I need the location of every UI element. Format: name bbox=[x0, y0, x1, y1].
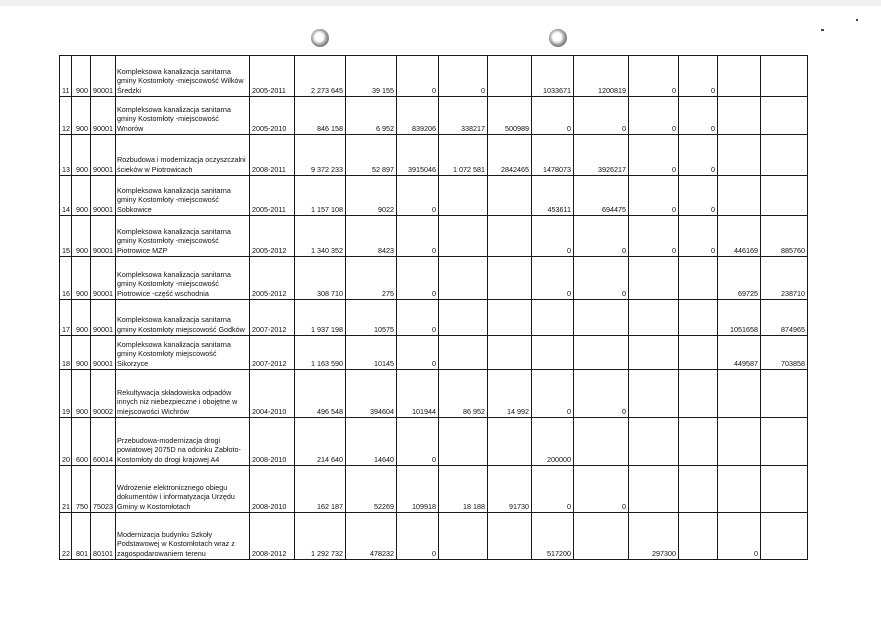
cell-rozdzial: 90001 bbox=[91, 97, 116, 135]
cell-rozdzial: 90001 bbox=[91, 216, 116, 257]
cell-c6 bbox=[532, 336, 574, 370]
punch-hole-left bbox=[311, 29, 329, 47]
cell-c9 bbox=[679, 513, 718, 560]
cell-nazwa: Modernizacja budynku Szkoły Podstawowej w Kostomłotach wraz z zagospodarowaniem terenu bbox=[116, 513, 250, 560]
cell-c4 bbox=[439, 257, 488, 300]
cell-c2: 9022 bbox=[346, 176, 397, 216]
cell-c5: 500989 bbox=[488, 97, 532, 135]
cell-c7: 3926217 bbox=[574, 135, 629, 176]
cell-lp: 11 bbox=[60, 56, 72, 97]
table-row bbox=[60, 418, 808, 466]
cell-c3: 0 bbox=[397, 336, 439, 370]
cell-nazwa: Kompleksowa kanalizacja sanitarna gminy Kostomłoty miejscowość Sikorzyce bbox=[116, 336, 250, 370]
cell-c1: 162 187 bbox=[295, 466, 346, 513]
cell-c3: 0 bbox=[397, 513, 439, 560]
cell-c2: 10145 bbox=[346, 336, 397, 370]
cell-c9: 0 bbox=[679, 176, 718, 216]
cell-c10 bbox=[718, 466, 761, 513]
cell-c2: 394604 bbox=[346, 370, 397, 418]
scan-speck bbox=[821, 29, 824, 31]
cell-c10: 0 bbox=[718, 513, 761, 560]
cell-c9 bbox=[679, 418, 718, 466]
cell-c2: 8423 bbox=[346, 216, 397, 257]
cell-c1: 9 372 233 bbox=[295, 135, 346, 176]
cell-nazwa: Kompleksowa kanalizacja sanitarna gminy Kostomłoty -miejscowość Piotrowice -część wschodnia bbox=[116, 257, 250, 300]
cell-c5 bbox=[488, 257, 532, 300]
cell-c5 bbox=[488, 216, 532, 257]
cell-c1: 1 157 108 bbox=[295, 176, 346, 216]
cell-c3: 109918 bbox=[397, 466, 439, 513]
cell-lp: 18 bbox=[60, 336, 72, 370]
cell-c3: 0 bbox=[397, 257, 439, 300]
cell-c11 bbox=[761, 513, 808, 560]
cell-c1: 1 937 198 bbox=[295, 300, 346, 336]
cell-rozdzial: 80101 bbox=[91, 513, 116, 560]
cell-c6 bbox=[532, 300, 574, 336]
cell-c8: 297300 bbox=[629, 513, 679, 560]
cell-okres: 2005-2010 bbox=[250, 97, 295, 135]
cell-c11: 238710 bbox=[761, 257, 808, 300]
cell-c7: 0 bbox=[574, 257, 629, 300]
table-row bbox=[60, 257, 808, 300]
cell-c1: 496 548 bbox=[295, 370, 346, 418]
cell-c10 bbox=[718, 56, 761, 97]
cell-c5 bbox=[488, 336, 532, 370]
cell-rozdzial: 90001 bbox=[91, 257, 116, 300]
cell-rozdzial: 90002 bbox=[91, 370, 116, 418]
cell-c10: 449587 bbox=[718, 336, 761, 370]
cell-c3: 0 bbox=[397, 216, 439, 257]
cell-nazwa: Kompleksowa kanalizacja sanitarna gminy Kostomłoty -miejscowość Wnorów bbox=[116, 97, 250, 135]
cell-rozdzial: 90001 bbox=[91, 336, 116, 370]
table-body bbox=[60, 56, 808, 560]
cell-nazwa: Kompleksowa kanalizacja sanitarna gminy Kostomłoty miejscowość Godków bbox=[116, 300, 250, 336]
cell-c8 bbox=[629, 466, 679, 513]
cell-c1: 2 273 645 bbox=[295, 56, 346, 97]
cell-rozdzial: 90001 bbox=[91, 300, 116, 336]
punch-hole-right bbox=[549, 29, 567, 47]
cell-c6: 1478073 bbox=[532, 135, 574, 176]
cell-c10 bbox=[718, 176, 761, 216]
cell-c4 bbox=[439, 336, 488, 370]
cell-c5 bbox=[488, 56, 532, 97]
cell-okres: 2008-2011 bbox=[250, 135, 295, 176]
cell-c11 bbox=[761, 466, 808, 513]
cell-okres: 2008-2012 bbox=[250, 513, 295, 560]
cell-c6: 517200 bbox=[532, 513, 574, 560]
cell-c1: 846 158 bbox=[295, 97, 346, 135]
cell-dzial: 900 bbox=[72, 216, 91, 257]
cell-c3: 0 bbox=[397, 56, 439, 97]
cell-c8: 0 bbox=[629, 216, 679, 257]
cell-c9 bbox=[679, 466, 718, 513]
cell-c3: 101944 bbox=[397, 370, 439, 418]
cell-c7 bbox=[574, 418, 629, 466]
cell-dzial: 900 bbox=[72, 135, 91, 176]
cell-c11: 885760 bbox=[761, 216, 808, 257]
table-row bbox=[60, 300, 808, 336]
cell-c2: 14640 bbox=[346, 418, 397, 466]
cell-c2: 39 155 bbox=[346, 56, 397, 97]
cell-okres: 2005-2012 bbox=[250, 257, 295, 300]
cell-c5: 91730 bbox=[488, 466, 532, 513]
cell-c6: 200000 bbox=[532, 418, 574, 466]
cell-c3: 0 bbox=[397, 176, 439, 216]
cell-dzial: 900 bbox=[72, 97, 91, 135]
cell-c7: 0 bbox=[574, 97, 629, 135]
table-row bbox=[60, 97, 808, 135]
cell-c5: 2842465 bbox=[488, 135, 532, 176]
cell-c8 bbox=[629, 336, 679, 370]
cell-c7: 1200819 bbox=[574, 56, 629, 97]
cell-okres: 2005-2011 bbox=[250, 176, 295, 216]
cell-c11: 874965 bbox=[761, 300, 808, 336]
cell-c6: 0 bbox=[532, 97, 574, 135]
cell-lp: 22 bbox=[60, 513, 72, 560]
cell-lp: 13 bbox=[60, 135, 72, 176]
cell-c1: 308 710 bbox=[295, 257, 346, 300]
cell-c7 bbox=[574, 300, 629, 336]
cell-c9: 0 bbox=[679, 135, 718, 176]
cell-c4: 338217 bbox=[439, 97, 488, 135]
table-row bbox=[60, 370, 808, 418]
cell-c9: 0 bbox=[679, 56, 718, 97]
scan-speck bbox=[856, 19, 858, 21]
cell-c10 bbox=[718, 418, 761, 466]
table-row bbox=[60, 135, 808, 176]
cell-rozdzial: 90001 bbox=[91, 135, 116, 176]
cell-c11 bbox=[761, 135, 808, 176]
cell-nazwa: Rozbudowa i modernizacja oczyszczalni ścieków w Piotrowicach bbox=[116, 135, 250, 176]
cell-dzial: 900 bbox=[72, 336, 91, 370]
cell-c8: 0 bbox=[629, 176, 679, 216]
cell-c9: 0 bbox=[679, 97, 718, 135]
cell-nazwa: Rekultywacja składowiska odpadów innych niż niebezpieczne i obojętne w miejscowości Wichrów bbox=[116, 370, 250, 418]
cell-c6: 0 bbox=[532, 216, 574, 257]
cell-nazwa: Wdrożenie elektronicznego obiegu dokumentów i informatyzacja Urzędu Gminy w Kostomłotach bbox=[116, 466, 250, 513]
cell-c10 bbox=[718, 97, 761, 135]
cell-c7: 0 bbox=[574, 216, 629, 257]
cell-c7: 0 bbox=[574, 466, 629, 513]
cell-nazwa: Kompleksowa kanalizacja sanitarna gminy Kostomłoty -miejscowość Piotrowice MZP bbox=[116, 216, 250, 257]
cell-c9 bbox=[679, 336, 718, 370]
cell-nazwa: Kompleksowa kanalizacja sanitarna gminy Kostomłoty -miejscowość Sobkowice bbox=[116, 176, 250, 216]
cell-dzial: 900 bbox=[72, 56, 91, 97]
cell-c10: 69725 bbox=[718, 257, 761, 300]
cell-dzial: 600 bbox=[72, 418, 91, 466]
cell-okres: 2004-2010 bbox=[250, 370, 295, 418]
cell-c1: 1 340 352 bbox=[295, 216, 346, 257]
cell-c3: 0 bbox=[397, 418, 439, 466]
cell-c6: 0 bbox=[532, 370, 574, 418]
cell-rozdzial: 60014 bbox=[91, 418, 116, 466]
table-row bbox=[60, 466, 808, 513]
cell-nazwa: Kompleksowa kanalizacja sanitarna gminy Kostomłoty -miejscowość Wilków Średzki bbox=[116, 56, 250, 97]
cell-okres: 2008-2010 bbox=[250, 466, 295, 513]
cell-c2: 478232 bbox=[346, 513, 397, 560]
cell-dzial: 900 bbox=[72, 257, 91, 300]
cell-nazwa: Przebudowa-modernizacja drogi powiatowej 2075D na odcinku Zabłoto-Kostomłoty do drogi krajowej A4 bbox=[116, 418, 250, 466]
cell-c6: 1033671 bbox=[532, 56, 574, 97]
cell-c10 bbox=[718, 135, 761, 176]
cell-c4 bbox=[439, 216, 488, 257]
cell-c2: 275 bbox=[346, 257, 397, 300]
cell-dzial: 900 bbox=[72, 300, 91, 336]
cell-c6: 0 bbox=[532, 466, 574, 513]
cell-c5 bbox=[488, 513, 532, 560]
cell-c3: 839206 bbox=[397, 97, 439, 135]
cell-c8 bbox=[629, 257, 679, 300]
cell-c11 bbox=[761, 418, 808, 466]
cell-c7 bbox=[574, 336, 629, 370]
cell-okres: 2008-2010 bbox=[250, 418, 295, 466]
cell-c5 bbox=[488, 418, 532, 466]
cell-dzial: 801 bbox=[72, 513, 91, 560]
cell-lp: 14 bbox=[60, 176, 72, 216]
cell-c2: 6 952 bbox=[346, 97, 397, 135]
cell-okres: 2005-2012 bbox=[250, 216, 295, 257]
cell-c9: 0 bbox=[679, 216, 718, 257]
cell-c2: 10575 bbox=[346, 300, 397, 336]
cell-c11 bbox=[761, 176, 808, 216]
cell-c4 bbox=[439, 176, 488, 216]
cell-c1: 214 640 bbox=[295, 418, 346, 466]
cell-c5 bbox=[488, 176, 532, 216]
cell-rozdzial: 75023 bbox=[91, 466, 116, 513]
cell-c5 bbox=[488, 300, 532, 336]
cell-c1: 1 292 732 bbox=[295, 513, 346, 560]
cell-c4: 0 bbox=[439, 56, 488, 97]
cell-okres: 2005-2011 bbox=[250, 56, 295, 97]
cell-c8 bbox=[629, 300, 679, 336]
cell-rozdzial: 90001 bbox=[91, 176, 116, 216]
cell-c9 bbox=[679, 370, 718, 418]
cell-lp: 19 bbox=[60, 370, 72, 418]
cell-c3: 0 bbox=[397, 300, 439, 336]
cell-c2: 52269 bbox=[346, 466, 397, 513]
cell-dzial: 900 bbox=[72, 176, 91, 216]
cell-c1: 1 163 590 bbox=[295, 336, 346, 370]
scanned-page bbox=[0, 6, 881, 617]
cell-c2: 52 897 bbox=[346, 135, 397, 176]
cell-c4 bbox=[439, 418, 488, 466]
table-row bbox=[60, 513, 808, 560]
cell-c4 bbox=[439, 513, 488, 560]
cell-okres: 2007-2012 bbox=[250, 336, 295, 370]
cell-c9 bbox=[679, 257, 718, 300]
cell-c7: 0 bbox=[574, 370, 629, 418]
cell-c4: 1 072 581 bbox=[439, 135, 488, 176]
cell-dzial: 750 bbox=[72, 466, 91, 513]
cell-rozdzial: 90001 bbox=[91, 56, 116, 97]
cell-c8 bbox=[629, 418, 679, 466]
cell-c5: 14 992 bbox=[488, 370, 532, 418]
cell-c8: 0 bbox=[629, 56, 679, 97]
cell-c8: 0 bbox=[629, 97, 679, 135]
cell-c9 bbox=[679, 300, 718, 336]
cell-lp: 12 bbox=[60, 97, 72, 135]
cell-dzial: 900 bbox=[72, 370, 91, 418]
investment-table bbox=[59, 55, 808, 560]
cell-c10 bbox=[718, 370, 761, 418]
cell-c6: 453611 bbox=[532, 176, 574, 216]
cell-c8: 0 bbox=[629, 135, 679, 176]
cell-okres: 2007-2012 bbox=[250, 300, 295, 336]
cell-lp: 20 bbox=[60, 418, 72, 466]
cell-lp: 21 bbox=[60, 466, 72, 513]
cell-c3: 3915046 bbox=[397, 135, 439, 176]
cell-c11: 703858 bbox=[761, 336, 808, 370]
table-row bbox=[60, 336, 808, 370]
cell-c6: 0 bbox=[532, 257, 574, 300]
cell-lp: 15 bbox=[60, 216, 72, 257]
cell-c11 bbox=[761, 370, 808, 418]
cell-c11 bbox=[761, 56, 808, 97]
cell-c7 bbox=[574, 513, 629, 560]
cell-c7: 694475 bbox=[574, 176, 629, 216]
cell-c8 bbox=[629, 370, 679, 418]
table-row bbox=[60, 56, 808, 97]
cell-c11 bbox=[761, 97, 808, 135]
cell-c10: 446169 bbox=[718, 216, 761, 257]
cell-c4: 86 952 bbox=[439, 370, 488, 418]
cell-lp: 16 bbox=[60, 257, 72, 300]
table-row bbox=[60, 216, 808, 257]
cell-c4 bbox=[439, 300, 488, 336]
table-row bbox=[60, 176, 808, 216]
cell-lp: 17 bbox=[60, 300, 72, 336]
cell-c10: 1051658 bbox=[718, 300, 761, 336]
cell-c4: 18 188 bbox=[439, 466, 488, 513]
